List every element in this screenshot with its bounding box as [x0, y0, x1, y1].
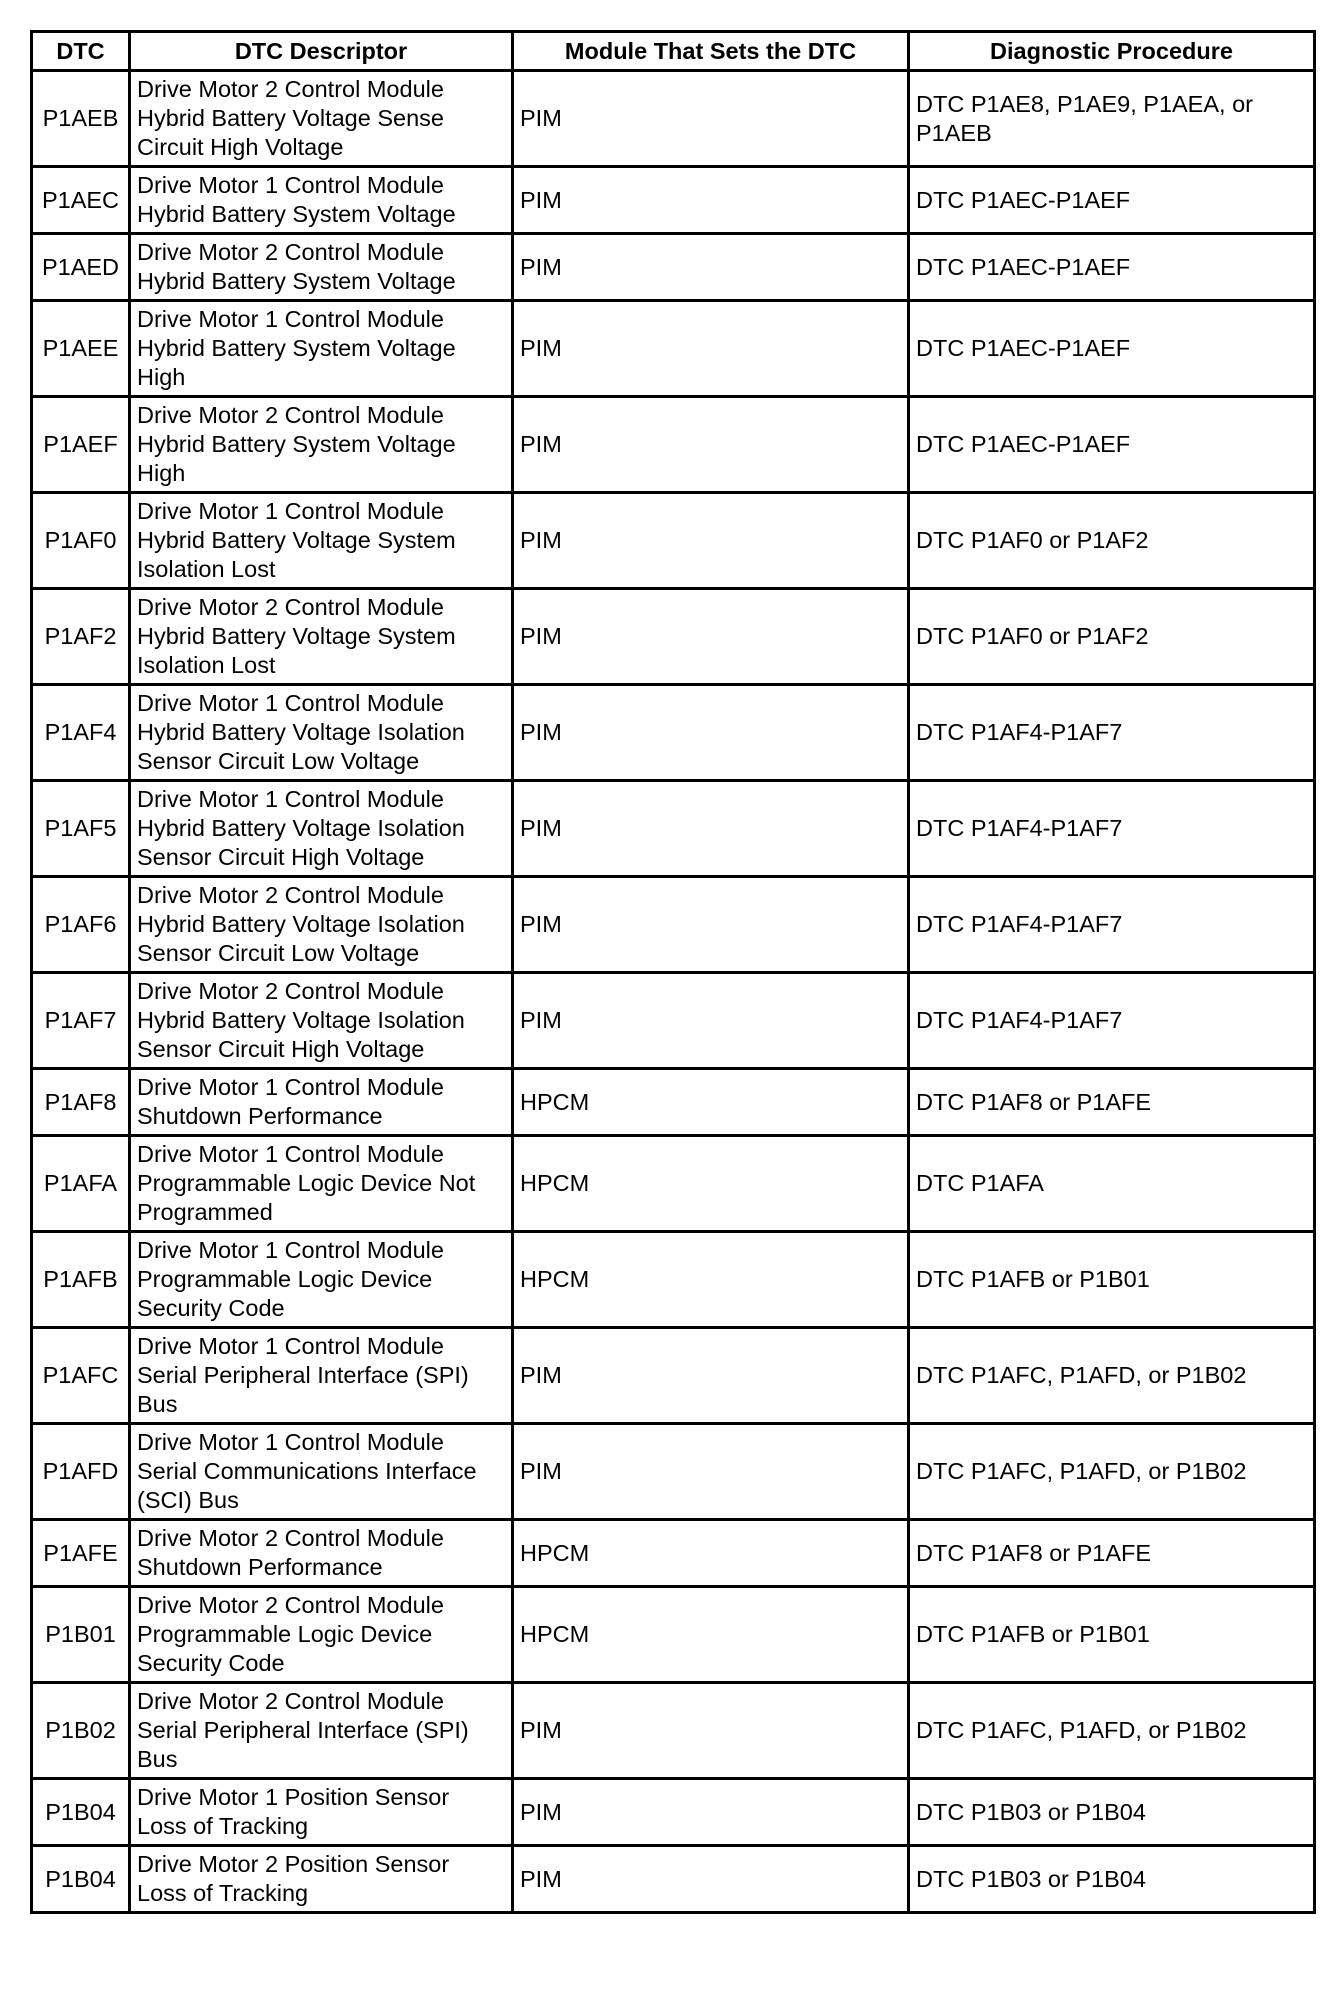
diagnostic-procedure-cell — [909, 234, 1315, 301]
descriptor-line: Hybrid Battery Voltage System — [137, 623, 456, 649]
descriptor-line: Bus — [137, 1746, 178, 1772]
dtc-code-cell: P1AF2 — [32, 589, 130, 685]
table-row — [32, 1424, 1315, 1520]
header-procedure: Diagnostic Procedure — [909, 32, 1315, 71]
dtc-descriptor-cell — [130, 1587, 513, 1683]
module-cell: HPCM — [513, 1520, 909, 1587]
dtc-descriptor-cell — [130, 1069, 513, 1136]
table-row — [32, 1069, 1315, 1136]
dtc-code-cell: P1AEF — [32, 397, 130, 493]
dtc-descriptor-cell — [130, 1328, 513, 1424]
descriptor-line: Hybrid Battery Voltage Isolation — [137, 911, 465, 937]
diagnostic-procedure-cell — [909, 589, 1315, 685]
table-row — [32, 234, 1315, 301]
dtc-descriptor-cell — [130, 877, 513, 973]
descriptor-line: Programmable Logic Device — [137, 1621, 433, 1647]
descriptor-line: Serial Peripheral Interface (SPI) — [137, 1717, 469, 1743]
dtc-code-cell: P1AFB — [32, 1232, 130, 1328]
descriptor-line: Loss of Tracking — [137, 1813, 309, 1839]
table-row — [32, 877, 1315, 973]
dtc-code-cell: P1B04 — [32, 1846, 130, 1913]
procedure-line: P1AEB — [916, 119, 992, 146]
table-row — [32, 1520, 1315, 1587]
diagnostic-procedure-cell — [909, 1232, 1315, 1328]
descriptor-line: Drive Motor 2 Control Module — [137, 978, 444, 1004]
diagnostic-procedure-cell — [909, 1779, 1315, 1846]
diagnostic-procedure-cell — [909, 877, 1315, 973]
module-cell: PIM — [513, 397, 909, 493]
procedure-line: DTC P1AEC-P1AEF — [916, 335, 1131, 361]
module-cell: PIM — [513, 973, 909, 1069]
module-cell: HPCM — [513, 1136, 909, 1232]
procedure-line: DTC P1AF4-P1AF7 — [916, 911, 1123, 937]
table-row — [32, 973, 1315, 1069]
dtc-code-cell: P1B02 — [32, 1683, 130, 1779]
procedure-line: DTC P1AF4-P1AF7 — [916, 815, 1123, 841]
module-cell: PIM — [513, 493, 909, 589]
descriptor-line: Sensor Circuit Low Voltage — [137, 940, 420, 966]
dtc-descriptor-cell — [130, 301, 513, 397]
descriptor-line: Drive Motor 1 Control Module — [137, 690, 444, 716]
dtc-code-cell: P1AF4 — [32, 685, 130, 781]
diagnostic-procedure-cell — [909, 1846, 1315, 1913]
module-cell: PIM — [513, 1328, 909, 1424]
descriptor-line: Drive Motor 1 Control Module — [137, 498, 444, 524]
dtc-descriptor-cell — [130, 1846, 513, 1913]
diagnostic-procedure-cell — [909, 397, 1315, 493]
diagnostic-procedure-cell — [909, 1520, 1315, 1587]
descriptor-line: Drive Motor 1 Control Module — [137, 172, 444, 198]
header-row — [32, 32, 1315, 71]
descriptor-line: Drive Motor 1 Control Module — [137, 786, 444, 812]
dtc-code-cell: P1AF7 — [32, 973, 130, 1069]
procedure-line: DTC P1AF4-P1AF7 — [916, 719, 1123, 745]
descriptor-line: Drive Motor 2 Control Module — [137, 882, 444, 908]
diagnostic-procedure-cell — [909, 167, 1315, 234]
procedure-line: DTC P1AEC-P1AEF — [916, 186, 1131, 213]
descriptor-line: High — [137, 364, 186, 390]
descriptor-line: Hybrid Battery Voltage Isolation — [137, 815, 465, 841]
diagnostic-procedure-cell — [909, 685, 1315, 781]
dtc-code-cell: P1AEE — [32, 301, 130, 397]
descriptor-line: Loss of Tracking — [137, 1880, 309, 1906]
table-row — [32, 685, 1315, 781]
procedure-line: DTC P1AFB or P1B01 — [916, 1621, 1150, 1647]
table-body — [32, 71, 1315, 1913]
procedure-line: DTC P1B03 or P1B04 — [916, 1865, 1146, 1892]
dtc-code-cell: P1AED — [32, 234, 130, 301]
dtc-descriptor-cell — [130, 1520, 513, 1587]
descriptor-line: Hybrid Battery System Voltage — [137, 431, 456, 457]
dtc-code-cell: P1AFC — [32, 1328, 130, 1424]
dtc-descriptor-cell — [130, 71, 513, 167]
descriptor-line: Shutdown Performance — [137, 1554, 383, 1580]
procedure-line: DTC P1AFA — [916, 1170, 1044, 1196]
descriptor-line: Drive Motor 1 Control Module — [137, 1333, 444, 1359]
dtc-code-cell: P1AF8 — [32, 1069, 130, 1136]
descriptor-line: Hybrid Battery Voltage Isolation — [137, 1007, 465, 1033]
dtc-code-cell: P1B01 — [32, 1587, 130, 1683]
descriptor-line: Drive Motor 2 Control Module — [137, 1592, 444, 1618]
dtc-descriptor-cell — [130, 1136, 513, 1232]
header-descriptor: DTC Descriptor — [130, 32, 513, 71]
diagnostic-procedure-cell — [909, 71, 1315, 167]
procedure-line: DTC P1AEC-P1AEF — [916, 431, 1131, 457]
table-row — [32, 493, 1315, 589]
descriptor-line: Programmable Logic Device — [137, 1266, 433, 1292]
table-row — [32, 1587, 1315, 1683]
module-cell: PIM — [513, 1424, 909, 1520]
descriptor-line: Isolation Lost — [137, 652, 276, 678]
descriptor-line: Shutdown Performance — [137, 1103, 383, 1129]
descriptor-line: Drive Motor 1 Control Module — [137, 1074, 444, 1100]
diagnostic-procedure-cell — [909, 781, 1315, 877]
table-row — [32, 167, 1315, 234]
descriptor-line: Sensor Circuit High Voltage — [137, 1036, 425, 1062]
descriptor-line: Drive Motor 2 Control Module — [137, 1525, 444, 1551]
descriptor-line: Circuit High Voltage — [137, 134, 344, 160]
procedure-line: DTC P1AF0 or P1AF2 — [916, 527, 1149, 553]
procedure-line: DTC P1AEC-P1AEF — [916, 253, 1131, 280]
descriptor-line: Programmed — [137, 1199, 273, 1225]
descriptor-line: Drive Motor 2 Position Sensor — [137, 1851, 450, 1877]
descriptor-line: Security Code — [137, 1650, 285, 1676]
procedure-line: DTC P1AFC, P1AFD, or P1B02 — [916, 1362, 1247, 1388]
dtc-descriptor-cell — [130, 397, 513, 493]
dtc-descriptor-cell — [130, 234, 513, 301]
procedure-line: DTC P1AFC, P1AFD, or P1B02 — [916, 1458, 1247, 1484]
descriptor-line: Programmable Logic Device Not — [137, 1170, 476, 1196]
dtc-code-cell: P1AF0 — [32, 493, 130, 589]
dtc-descriptor-cell — [130, 1779, 513, 1846]
diagnostic-procedure-cell — [909, 1136, 1315, 1232]
table-row — [32, 1232, 1315, 1328]
table-row — [32, 781, 1315, 877]
descriptor-line: Security Code — [137, 1295, 285, 1321]
procedure-line: DTC P1AF0 or P1AF2 — [916, 623, 1149, 649]
descriptor-line: Drive Motor 1 Position Sensor — [137, 1784, 450, 1810]
procedure-line: DTC P1AE8, P1AE9, P1AEA, or — [916, 90, 1253, 117]
descriptor-line: Drive Motor 2 Control Module — [137, 76, 444, 102]
dtc-descriptor-cell — [130, 685, 513, 781]
procedure-line: DTC P1AF8 or P1AFE — [916, 1088, 1152, 1115]
dtc-code-cell: P1AEB — [32, 71, 130, 167]
diagnostic-procedure-cell — [909, 301, 1315, 397]
procedure-line: DTC P1AF4-P1AF7 — [916, 1007, 1123, 1033]
diagnostic-procedure-cell — [909, 1587, 1315, 1683]
module-cell: HPCM — [513, 1069, 909, 1136]
module-cell: PIM — [513, 1846, 909, 1913]
dtc-code-cell: P1AFA — [32, 1136, 130, 1232]
diagnostic-procedure-cell — [909, 493, 1315, 589]
table-row — [32, 1683, 1315, 1779]
dtc-descriptor-cell — [130, 1683, 513, 1779]
descriptor-line: Bus — [137, 1391, 178, 1417]
module-cell: PIM — [513, 301, 909, 397]
header-dtc: DTC — [32, 32, 130, 71]
module-cell: HPCM — [513, 1232, 909, 1328]
dtc-descriptor-cell — [130, 1232, 513, 1328]
table-row — [32, 397, 1315, 493]
dtc-code-cell: P1AFE — [32, 1520, 130, 1587]
procedure-line: DTC P1B03 or P1B04 — [916, 1798, 1146, 1825]
module-cell: PIM — [513, 781, 909, 877]
module-cell: PIM — [513, 71, 909, 167]
descriptor-line: Sensor Circuit High Voltage — [137, 844, 425, 870]
descriptor-line: Isolation Lost — [137, 556, 276, 582]
dtc-descriptor-cell — [130, 589, 513, 685]
descriptor-line: Serial Peripheral Interface (SPI) — [137, 1362, 469, 1388]
procedure-line: DTC P1AFC, P1AFD, or P1B02 — [916, 1717, 1247, 1743]
module-cell: PIM — [513, 685, 909, 781]
table-row — [32, 1779, 1315, 1846]
module-cell: PIM — [513, 1683, 909, 1779]
procedure-line: DTC P1AFB or P1B01 — [916, 1266, 1150, 1292]
diagnostic-procedure-cell — [909, 1424, 1315, 1520]
dtc-table — [30, 30, 1316, 1914]
module-cell: PIM — [513, 167, 909, 234]
descriptor-line: (SCI) Bus — [137, 1487, 239, 1513]
dtc-code-cell: P1AF6 — [32, 877, 130, 973]
descriptor-line: Drive Motor 2 Control Module — [137, 239, 444, 265]
descriptor-line: Drive Motor 1 Control Module — [137, 1237, 444, 1263]
descriptor-line: Hybrid Battery System Voltage — [137, 268, 456, 294]
dtc-descriptor-cell — [130, 493, 513, 589]
descriptor-line: Drive Motor 2 Control Module — [137, 402, 444, 428]
diagnostic-procedure-cell — [909, 1069, 1315, 1136]
module-cell: PIM — [513, 1779, 909, 1846]
dtc-descriptor-cell — [130, 781, 513, 877]
dtc-code-cell: P1AFD — [32, 1424, 130, 1520]
descriptor-line: Hybrid Battery System Voltage — [137, 201, 456, 227]
dtc-code-cell: P1B04 — [32, 1779, 130, 1846]
diagnostic-procedure-cell — [909, 1683, 1315, 1779]
diagnostic-procedure-cell — [909, 973, 1315, 1069]
descriptor-line: Hybrid Battery Voltage System — [137, 527, 456, 553]
descriptor-line: Drive Motor 2 Control Module — [137, 594, 444, 620]
procedure-line: DTC P1AF8 or P1AFE — [916, 1539, 1152, 1566]
table-row — [32, 301, 1315, 397]
table-row — [32, 1328, 1315, 1424]
descriptor-line: High — [137, 460, 186, 486]
module-cell: PIM — [513, 234, 909, 301]
dtc-code-cell: P1AEC — [32, 167, 130, 234]
dtc-descriptor-cell — [130, 1424, 513, 1520]
descriptor-line: Drive Motor 2 Control Module — [137, 1688, 444, 1714]
table-row — [32, 71, 1315, 167]
descriptor-line: Serial Communications Interface — [137, 1458, 477, 1484]
descriptor-line: Drive Motor 1 Control Module — [137, 1141, 444, 1167]
descriptor-line: Drive Motor 1 Control Module — [137, 306, 444, 332]
module-cell: PIM — [513, 589, 909, 685]
table-row — [32, 1846, 1315, 1913]
dtc-code-cell: P1AF5 — [32, 781, 130, 877]
dtc-descriptor-cell — [130, 167, 513, 234]
descriptor-line: Hybrid Battery Voltage Isolation — [137, 719, 465, 745]
descriptor-line: Drive Motor 1 Control Module — [137, 1429, 444, 1455]
descriptor-line: Hybrid Battery System Voltage — [137, 335, 456, 361]
module-cell: PIM — [513, 877, 909, 973]
module-cell: HPCM — [513, 1587, 909, 1683]
header-module: Module That Sets the DTC — [513, 32, 909, 71]
table-row — [32, 589, 1315, 685]
diagnostic-procedure-cell — [909, 1328, 1315, 1424]
table-row — [32, 1136, 1315, 1232]
descriptor-line: Hybrid Battery Voltage Sense — [137, 105, 444, 131]
dtc-descriptor-cell — [130, 973, 513, 1069]
descriptor-line: Sensor Circuit Low Voltage — [137, 748, 420, 774]
